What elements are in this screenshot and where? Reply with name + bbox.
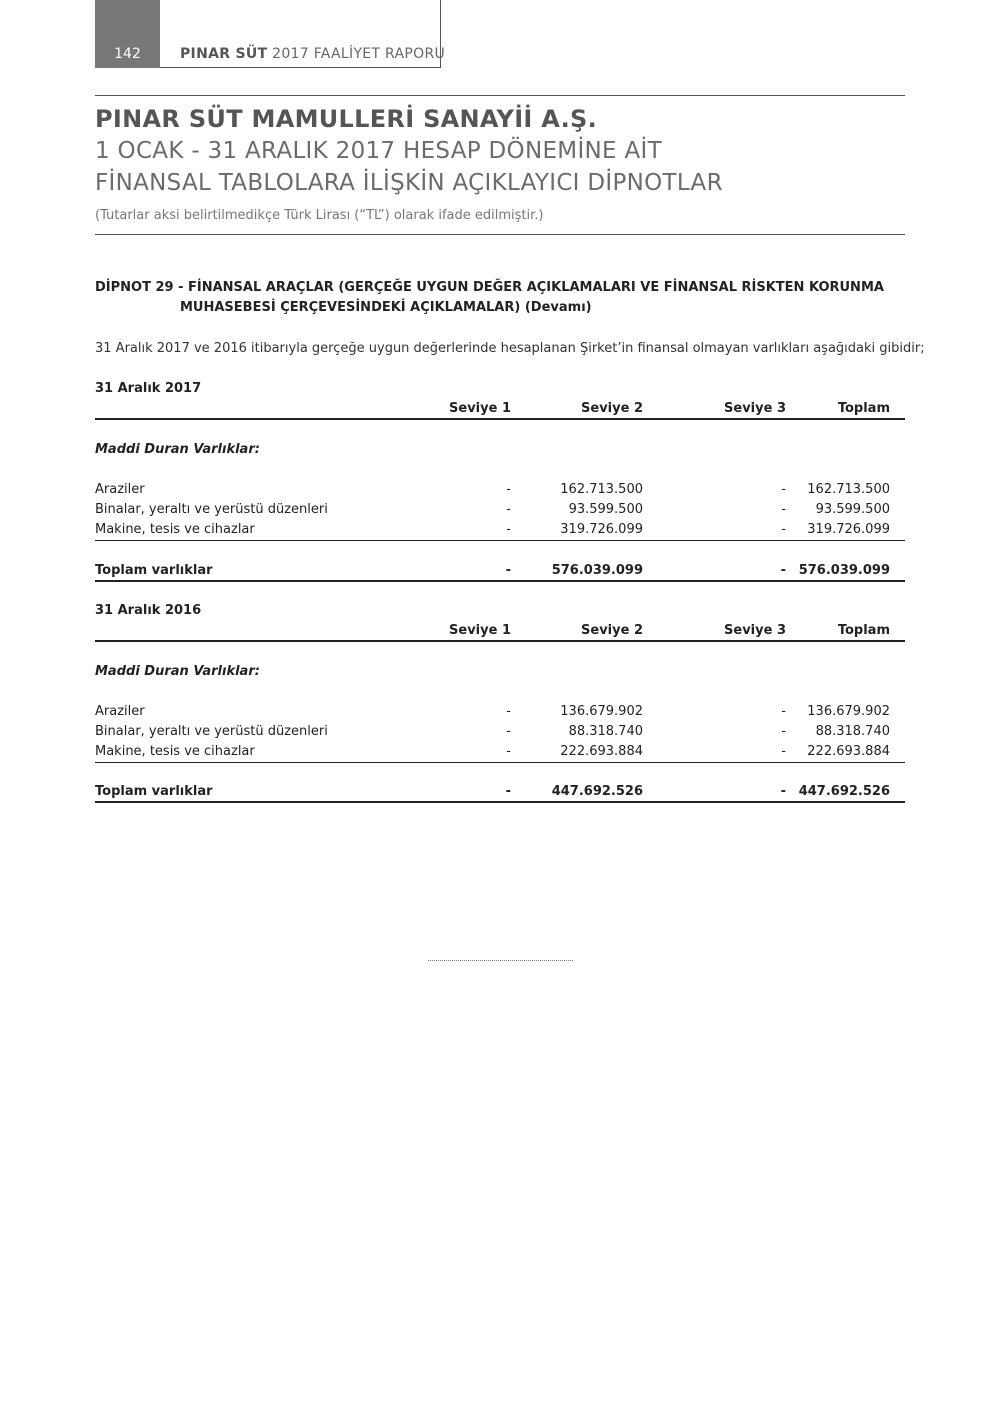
col-header-seviye-3: Seviye 3 (724, 401, 786, 416)
table-header-rule (95, 418, 905, 420)
cell-toplam: 222.693.884 (807, 744, 890, 759)
row-label: Araziler (95, 704, 145, 719)
col-header-seviye-2: Seviye 2 (581, 623, 643, 638)
cell-seviye-1: - (506, 502, 511, 517)
row-label: Binalar, yeraltı ve yerüstü düzenleri (95, 502, 328, 517)
cell-seviye-2: 93.599.500 (568, 502, 643, 517)
page-number: 142 (95, 0, 160, 68)
total-seviye-1: - (505, 784, 511, 799)
cell-seviye-1: - (506, 482, 511, 497)
end-dotted-separator (428, 960, 573, 961)
total-rule (95, 801, 905, 803)
header-rule-bottom (95, 234, 905, 235)
col-header-seviye-1: Seviye 1 (449, 401, 511, 416)
cell-toplam: 93.599.500 (815, 502, 890, 517)
col-header-seviye-3: Seviye 3 (724, 623, 786, 638)
total-seviye-2: 447.692.526 (551, 784, 643, 799)
running-header-title (180, 46, 445, 62)
cell-seviye-1: - (506, 522, 511, 537)
cell-seviye-3: - (781, 482, 786, 497)
cell-seviye-1: - (506, 744, 511, 759)
total-toplam: 576.039.099 (798, 563, 890, 578)
header-rule-top (95, 95, 905, 96)
total-label: Toplam varlıklar (95, 563, 213, 578)
running-header-report: 2017 FAALİYET RAPORU (267, 46, 446, 62)
doc-period-title: 1 OCAK - 31 ARALIK 2017 HESAP DÖNEMİNE AİT (95, 138, 662, 164)
cell-toplam: 136.679.902 (807, 704, 890, 719)
col-header-toplam: Toplam (837, 401, 890, 416)
col-header-toplam: Toplam (837, 623, 890, 638)
cell-seviye-2: 222.693.884 (560, 744, 643, 759)
row-label: Makine, tesis ve cihazlar (95, 744, 255, 759)
subtotal-rule (95, 762, 905, 763)
cell-toplam: 162.713.500 (807, 482, 890, 497)
total-rule (95, 580, 905, 582)
cell-seviye-3: - (781, 724, 786, 739)
total-label: Toplam varlıklar (95, 784, 213, 799)
currency-note: (Tutarlar aksi belirtilmedikçe Türk Lirası (“TL”) olarak ifade edilmiştir.) (95, 208, 544, 223)
total-seviye-3: - (780, 784, 786, 799)
subtotal-rule (95, 540, 905, 541)
cell-seviye-3: - (781, 522, 786, 537)
table-period: 31 Aralık 2017 (95, 381, 202, 396)
cell-seviye-3: - (781, 502, 786, 517)
table-period: 31 Aralık 2016 (95, 603, 202, 618)
total-toplam: 447.692.526 (798, 784, 890, 799)
total-seviye-1: - (505, 563, 511, 578)
doc-subtitle: FİNANSAL TABLOLARA İLİŞKİN AÇIKLAYICI DİPNOTLAR (95, 170, 723, 196)
section-title-line2: MUHASEBESİ ÇERÇEVESİNDEKİ AÇIKLAMALAR) (Devamı) (180, 300, 592, 315)
cell-toplam: 88.318.740 (815, 724, 890, 739)
row-label: Araziler (95, 482, 145, 497)
cell-seviye-2: 319.726.099 (560, 522, 643, 537)
total-seviye-2: 576.039.099 (551, 563, 643, 578)
table-group-label: Maddi Duran Varlıklar: (95, 664, 260, 679)
col-header-seviye-2: Seviye 2 (581, 401, 643, 416)
intro-paragraph: 31 Aralık 2017 ve 2016 itibarıyla gerçeğe uygun değerlerinde hesaplanan Şirket’in finansal olmayan varlıkları aşağıdaki gibidir; (95, 341, 925, 356)
cell-seviye-3: - (781, 744, 786, 759)
cell-seviye-3: - (781, 704, 786, 719)
row-label: Binalar, yeraltı ve yerüstü düzenleri (95, 724, 328, 739)
cell-toplam: 319.726.099 (807, 522, 890, 537)
section-title-line1: DİPNOT 29 - FİNANSAL ARAÇLAR (GERÇEĞE UYGUN DEĞER AÇIKLAMALARI VE FİNANSAL RİSKTEN KORUNMA (95, 280, 884, 295)
table-group-label: Maddi Duran Varlıklar: (95, 442, 260, 457)
col-header-seviye-1: Seviye 1 (449, 623, 511, 638)
cell-seviye-2: 162.713.500 (560, 482, 643, 497)
cell-seviye-2: 88.318.740 (568, 724, 643, 739)
row-label: Makine, tesis ve cihazlar (95, 522, 255, 537)
company-name: PINAR SÜT MAMULLERİ SANAYİİ A.Ş. (95, 105, 598, 133)
cell-seviye-1: - (506, 724, 511, 739)
cell-seviye-1: - (506, 704, 511, 719)
running-header-brand: PINAR SÜT (180, 46, 268, 62)
table-header-rule (95, 640, 905, 642)
cell-seviye-2: 136.679.902 (560, 704, 643, 719)
total-seviye-3: - (780, 563, 786, 578)
